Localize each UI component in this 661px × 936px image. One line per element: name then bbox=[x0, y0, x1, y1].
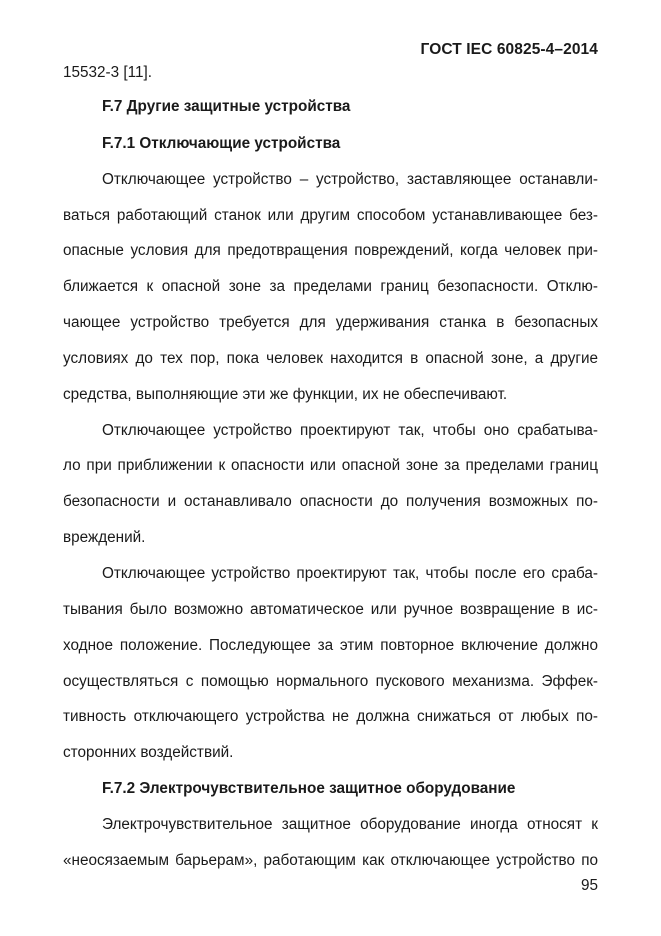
paragraph-line: вреждений. bbox=[63, 529, 146, 546]
section-f7-heading: F.7 Другие защитные устройства bbox=[102, 98, 351, 115]
paragraph-line: «неосязаемым барьерам», работающим как отключающее устройство по bbox=[63, 852, 598, 869]
section-f71-heading: F.7.1 Отключающие устройства bbox=[102, 135, 341, 152]
paragraph-line: Отключающее устройство проектируют так, чтобы оно срабатыва- bbox=[102, 422, 598, 439]
paragraph-line: безопасности и останавливало опасности до получения возможных по- bbox=[63, 493, 598, 510]
paragraph-line: ваться работающий станок или другим способом устанавливающее без- bbox=[63, 207, 598, 224]
page-number: 95 bbox=[580, 877, 598, 894]
paragraph-line: ло при приближении к опасности или опасной зоне за пределами границ bbox=[63, 457, 598, 474]
paragraph-line: опасные условия для предотвращения повреждений, когда человек при- bbox=[63, 242, 598, 259]
paragraph-line: условиях до тех пор, пока человек находится в опасной зоне, а другие bbox=[63, 350, 598, 367]
section-f72-heading: F.7.2 Электрочувствительное защитное оборудование bbox=[102, 780, 516, 797]
paragraph-line: тывания было возможно автоматическое или ручное возвращение в ис- bbox=[63, 601, 598, 618]
paragraph-line: сторонних воздействий. bbox=[63, 744, 234, 761]
continuation-line: 15532-3 [11]. bbox=[63, 64, 153, 81]
paragraph-line: средства, выполняющие эти же функции, их не обеспечивают. bbox=[63, 386, 508, 403]
paragraph-line: тивность отключающего устройства не должна снижаться от любых по- bbox=[63, 708, 598, 725]
paragraph-line: Отключающее устройство – устройство, заставляющее останавли- bbox=[102, 171, 598, 188]
paragraph-line: ходное положение. Последующее за этим повторное включение должно bbox=[63, 637, 598, 654]
paragraph-line: Электрочувствительное защитное оборудование иногда относят к bbox=[102, 816, 598, 833]
paragraph-line: Отключающее устройство проектируют так, чтобы после его сраба- bbox=[102, 565, 598, 582]
standard-code-header: ГОСТ IEC 60825-4–2014 bbox=[420, 41, 598, 58]
paragraph-line: осуществляться с помощью нормального пускового механизма. Эффек- bbox=[63, 673, 598, 690]
paragraph-line: ближается к опасной зоне за пределами границ безопасности. Отклю- bbox=[63, 278, 598, 295]
paragraph-line: чающее устройство требуется для удерживания станка в безопасных bbox=[63, 314, 598, 331]
